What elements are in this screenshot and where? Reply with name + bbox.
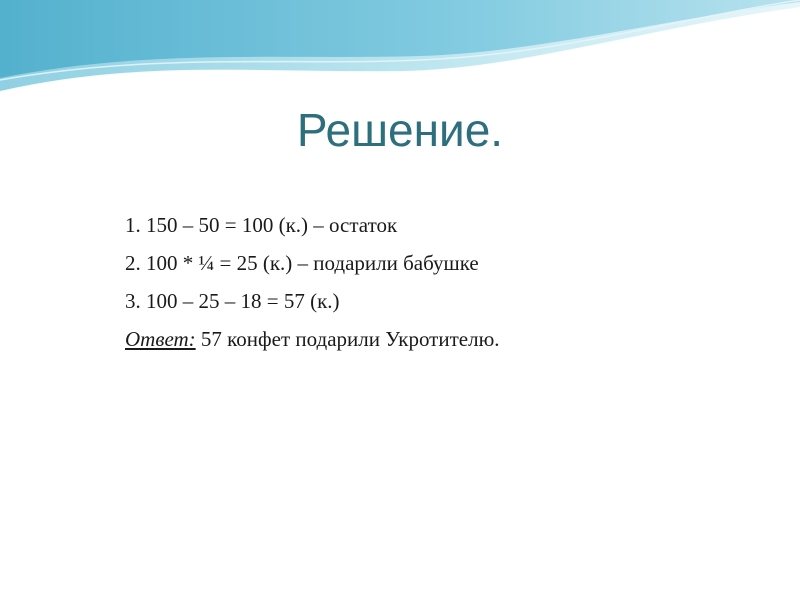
answer-label: Ответ: bbox=[125, 327, 196, 351]
solution-list bbox=[125, 206, 765, 358]
wave-banner-decoration bbox=[0, 0, 800, 110]
solution-step-1: 1. 150 – 50 = 100 (к.) – остаток bbox=[125, 213, 398, 237]
slide-title: Решение. bbox=[296, 104, 504, 156]
answer-text: 57 конфет подарили Укротителю. bbox=[195, 327, 500, 351]
solution-step-2: 2. 100 * ¼ = 25 (к.) – подарили бабушке bbox=[125, 251, 479, 275]
solution-step-3: 3. 100 – 25 – 18 = 57 (к.) bbox=[125, 289, 340, 313]
answer-line bbox=[125, 320, 765, 358]
